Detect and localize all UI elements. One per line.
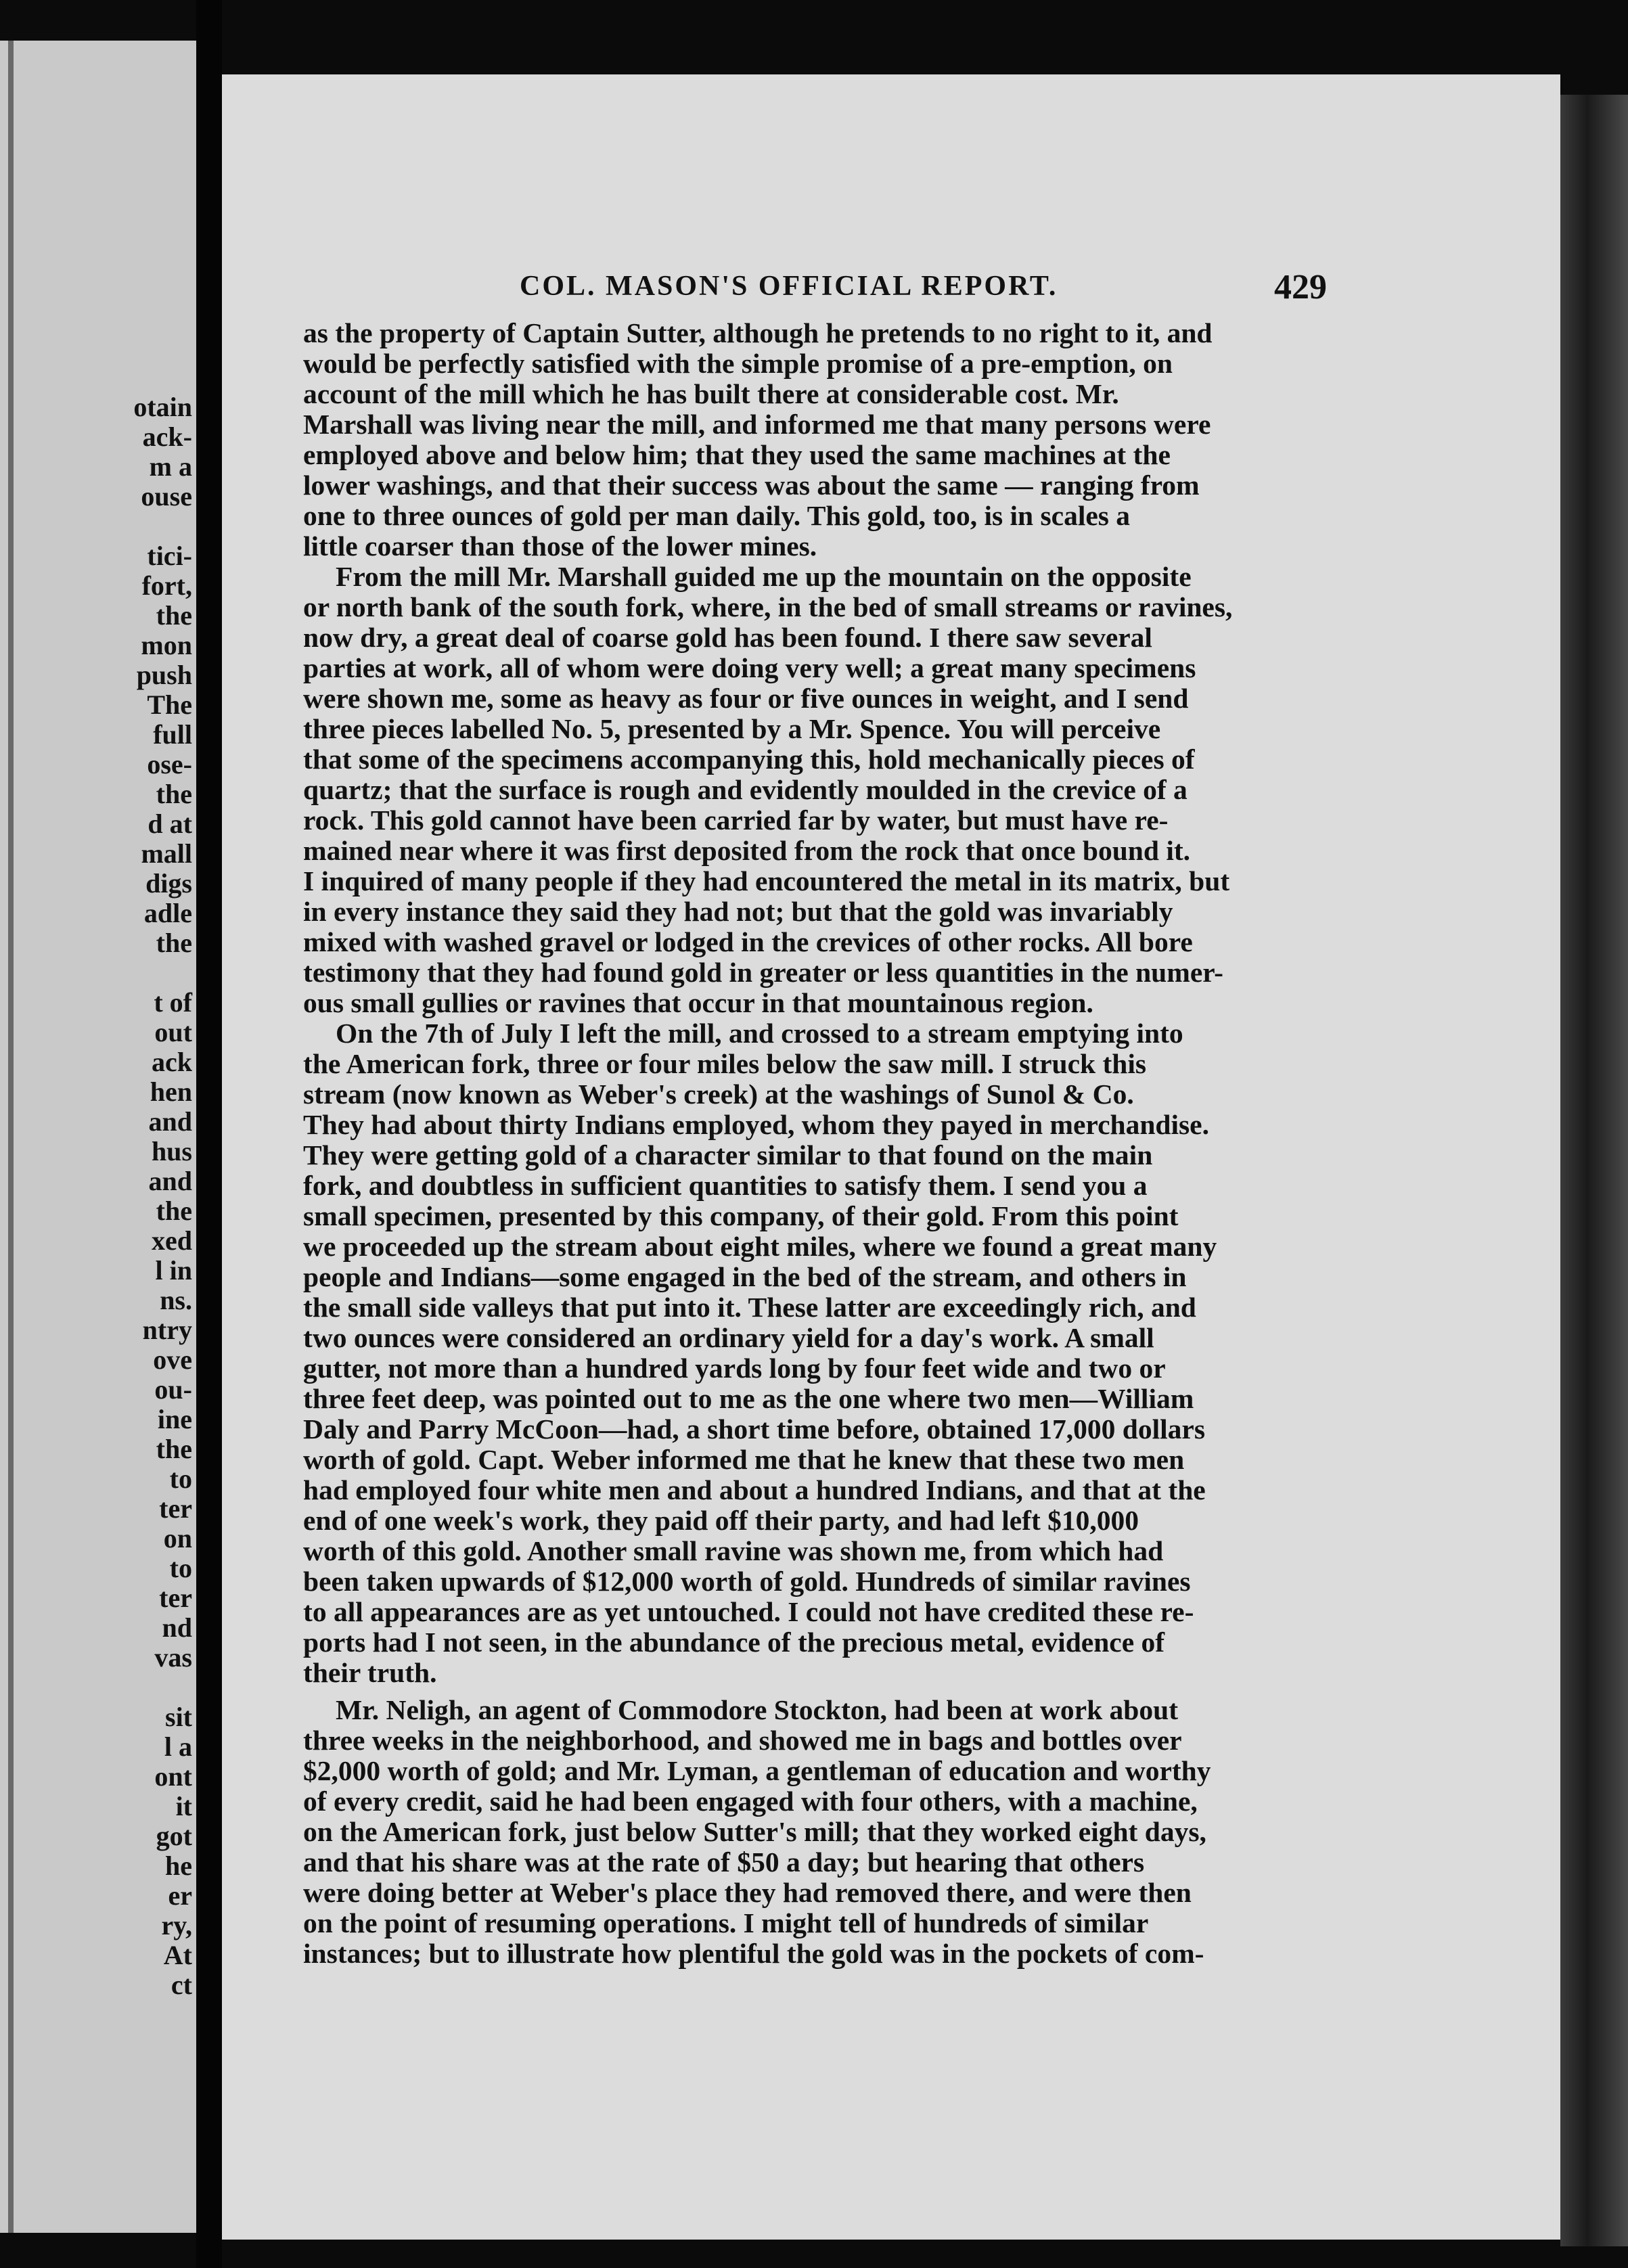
left-fragment: and <box>148 1166 192 1196</box>
text-line: instances; but to illustrate how plentiful the gold was in the pockets of com- <box>303 1938 1204 1969</box>
text-line: that some of the specimens accompanying this, hold mechanically pieces of <box>303 744 1195 775</box>
text-line: in every instance they said they had not; but that the gold was invariably <box>303 896 1173 927</box>
left-fragment: ove <box>153 1344 192 1375</box>
left-fragment: t of <box>154 987 192 1018</box>
text-line: mained near where it was first deposited from the rock that once bound it. <box>303 835 1191 866</box>
page-header <box>222 267 1560 315</box>
left-page-edge <box>8 41 14 2233</box>
left-fragment: nd <box>162 1612 192 1643</box>
right-page <box>222 74 1560 2240</box>
left-fragment: the <box>156 779 192 809</box>
left-fragment: d at <box>148 809 192 839</box>
text-line: as the property of Captain Sutter, although he pretends to no right to it, and <box>303 317 1213 348</box>
left-fragment: ont <box>154 1761 192 1792</box>
left-fragment: tici- <box>147 541 192 571</box>
text-line: the small side valleys that put into it. These latter are exceedingly rich, and <box>303 1292 1196 1323</box>
left-fragment: adle <box>143 898 192 928</box>
running-title: COL. MASON'S OFFICIAL REPORT. <box>520 271 1058 302</box>
left-fragment: hus <box>151 1136 192 1166</box>
text-line: were shown me, some as heavy as four or five ounces in weight, and I send <box>303 683 1189 714</box>
text-line: They were getting gold of a character similar to that found on the main <box>303 1139 1153 1171</box>
left-fragment: ou- <box>154 1374 192 1405</box>
left-fragment: push <box>136 660 192 690</box>
text-line: quartz; that the surface is rough and evidently moulded in the crevice of a <box>303 774 1188 805</box>
text-line: Daly and Parry McCoon—had, a short time before, obtained 17,000 dollars <box>303 1413 1205 1445</box>
left-fragment: m a <box>149 451 192 482</box>
right-page-edge <box>1560 95 1628 2246</box>
text-line: parties at work, all of whom were doing very well; a great many specimens <box>303 652 1196 683</box>
text-line: their truth. <box>303 1657 437 1688</box>
left-page-text-fragments <box>133 392 192 2000</box>
left-fragment: fort, <box>141 570 192 601</box>
left-fragment: ine <box>157 1404 192 1434</box>
text-line: ports had I not seen, in the abundance of the precious metal, evidence of <box>303 1627 1165 1658</box>
left-fragment: on <box>163 1523 192 1553</box>
text-line: testimony that they had found gold in greater or less quantities in the numer- <box>303 957 1223 988</box>
left-fragment: sit <box>165 1702 192 1732</box>
text-line: been taken upwards of $12,000 worth of gold. Hundreds of similar ravines <box>303 1566 1191 1597</box>
left-fragment: ack- <box>142 422 192 452</box>
text-line: I inquired of many people if they had encountered the metal in its matrix, but <box>303 865 1230 897</box>
body-text <box>303 318 1453 1969</box>
text-line: stream (now known as Weber's creek) at the washings of Sunol & Co. <box>303 1079 1134 1110</box>
left-fragment: mon <box>141 630 192 660</box>
text-line: $2,000 worth of gold; and Mr. Lyman, a gentleman of education and worthy <box>303 1755 1211 1786</box>
left-fragment: hen <box>150 1076 192 1107</box>
text-line: ous small gullies or ravines that occur in that mountainous region. <box>303 987 1093 1018</box>
text-line: one to three ounces of gold per man daily. This gold, too, is in scales a <box>303 500 1131 531</box>
text-line: were doing better at Weber's place they had removed there, and were then <box>303 1877 1192 1908</box>
text-line: would be perfectly satisfied with the simple promise of a pre-emption, on <box>303 348 1173 379</box>
left-fragment <box>133 1673 192 1702</box>
left-fragment: got <box>156 1821 192 1851</box>
text-line: mixed with washed gravel or lodged in the crevices of other rocks. All bore <box>303 926 1193 957</box>
left-fragment: out <box>154 1017 192 1047</box>
left-fragment: vas <box>154 1642 192 1673</box>
left-fragment: ct <box>171 1970 192 2000</box>
text-line: three pieces labelled No. 5, presented by a Mr. Spence. You will perceive <box>303 713 1161 744</box>
left-fragment: the <box>156 1196 192 1226</box>
left-fragment: At <box>163 1940 192 1970</box>
text-line: On the 7th of July I left the mill, and crossed to a stream emptying into <box>336 1018 1183 1049</box>
left-fragment: ter <box>159 1583 192 1613</box>
left-fragment: the <box>156 600 192 631</box>
text-line: small specimen, presented by this company, of their gold. From this point <box>303 1200 1179 1231</box>
left-fragment: the <box>156 1434 192 1464</box>
left-fragment: er <box>168 1880 192 1911</box>
text-line: From the mill Mr. Marshall guided me up the mountain on the opposite <box>336 561 1192 592</box>
text-line: three weeks in the neighborhood, and showed me in bags and bottles over <box>303 1725 1182 1756</box>
text-line: the American fork, three or four miles below the saw mill. I struck this <box>303 1048 1147 1079</box>
text-line: gutter, not more than a hundred yards long by four feet wide and two or <box>303 1353 1166 1384</box>
text-line: worth of gold. Capt. Weber informed me that he knew that these two men <box>303 1444 1185 1475</box>
text-line: or north bank of the south fork, where, in the bed of small streams or ravines, <box>303 591 1233 622</box>
text-line: three feet deep, was pointed out to me as the one where two men—William <box>303 1383 1194 1414</box>
left-fragment <box>133 958 192 988</box>
text-line: and that his share was at the rate of $50 a day; but hearing that others <box>303 1846 1145 1878</box>
left-fragment: ack <box>152 1047 192 1077</box>
text-line: on the American fork, just below Sutter's mill; that they worked eight days, <box>303 1816 1206 1847</box>
left-fragment: The <box>147 689 192 720</box>
left-fragment: otain <box>133 392 192 422</box>
text-line: rock. This gold cannot have been carried far by water, but must have re- <box>303 804 1169 836</box>
text-line: worth of this gold. Another small ravine was shown me, from which had <box>303 1535 1164 1566</box>
book-gutter <box>196 0 222 2268</box>
text-line: end of one week's work, they paid off their party, and had left $10,000 <box>303 1505 1139 1536</box>
text-line: on the point of resuming operations. I might tell of hundreds of similar <box>303 1907 1149 1938</box>
left-fragment: ouse <box>141 481 192 512</box>
text-line: had employed four white men and about a hundred Indians, and that at the <box>303 1474 1206 1505</box>
left-fragment: ns. <box>160 1285 192 1315</box>
page-number: 429 <box>1274 268 1327 307</box>
text-line: employed above and below him; that they used the same machines at the <box>303 439 1171 470</box>
left-fragment: he <box>165 1851 192 1881</box>
text-line: to all appearances are as yet untouched. I could not have credited these re- <box>303 1596 1194 1627</box>
left-fragment: it <box>175 1791 192 1821</box>
left-fragment: ntry <box>142 1315 192 1345</box>
text-line: we proceeded up the stream about eight miles, where we found a great many <box>303 1231 1217 1262</box>
left-fragment: to <box>169 1553 192 1583</box>
text-line: Marshall was living near the mill, and informed me that many persons were <box>303 409 1211 440</box>
text-line: fork, and doubtless in sufficient quantities to satisfy them. I send you a <box>303 1170 1148 1201</box>
left-fragment: ter <box>159 1493 192 1524</box>
left-page <box>0 41 196 2233</box>
left-fragment: to <box>169 1464 192 1494</box>
left-fragment: and <box>148 1106 192 1137</box>
text-line: people and Indians—some engaged in the bed of the stream, and others in <box>303 1261 1187 1292</box>
left-fragment <box>133 512 192 541</box>
left-fragment: ry, <box>161 1910 192 1941</box>
text-line: account of the mill which he has built there at considerable cost. Mr. <box>303 378 1119 409</box>
left-fragment: l a <box>164 1731 192 1762</box>
left-fragment: full <box>153 719 192 750</box>
left-fragment: the <box>156 928 192 958</box>
text-line: Mr. Neligh, an agent of Commodore Stockton, had been at work about <box>336 1694 1179 1725</box>
text-line: little coarser than those of the lower mines. <box>303 530 817 562</box>
text-line: two ounces were considered an ordinary yield for a day's work. A small <box>303 1322 1154 1353</box>
text-line: of every credit, said he had been engaged with four others, with a machine, <box>303 1786 1198 1817</box>
text-line: lower washings, and that their success was about the same — ranging from <box>303 470 1200 501</box>
left-fragment: digs <box>145 868 192 899</box>
text-line: now dry, a great deal of coarse gold has been found. I there saw several <box>303 622 1152 653</box>
text-line: They had about thirty Indians employed, whom they payed in merchandise. <box>303 1109 1209 1140</box>
left-fragment: xed <box>152 1225 192 1256</box>
left-fragment: l in <box>155 1255 192 1286</box>
left-fragment: mall <box>141 838 192 869</box>
left-fragment: ose- <box>147 749 192 779</box>
